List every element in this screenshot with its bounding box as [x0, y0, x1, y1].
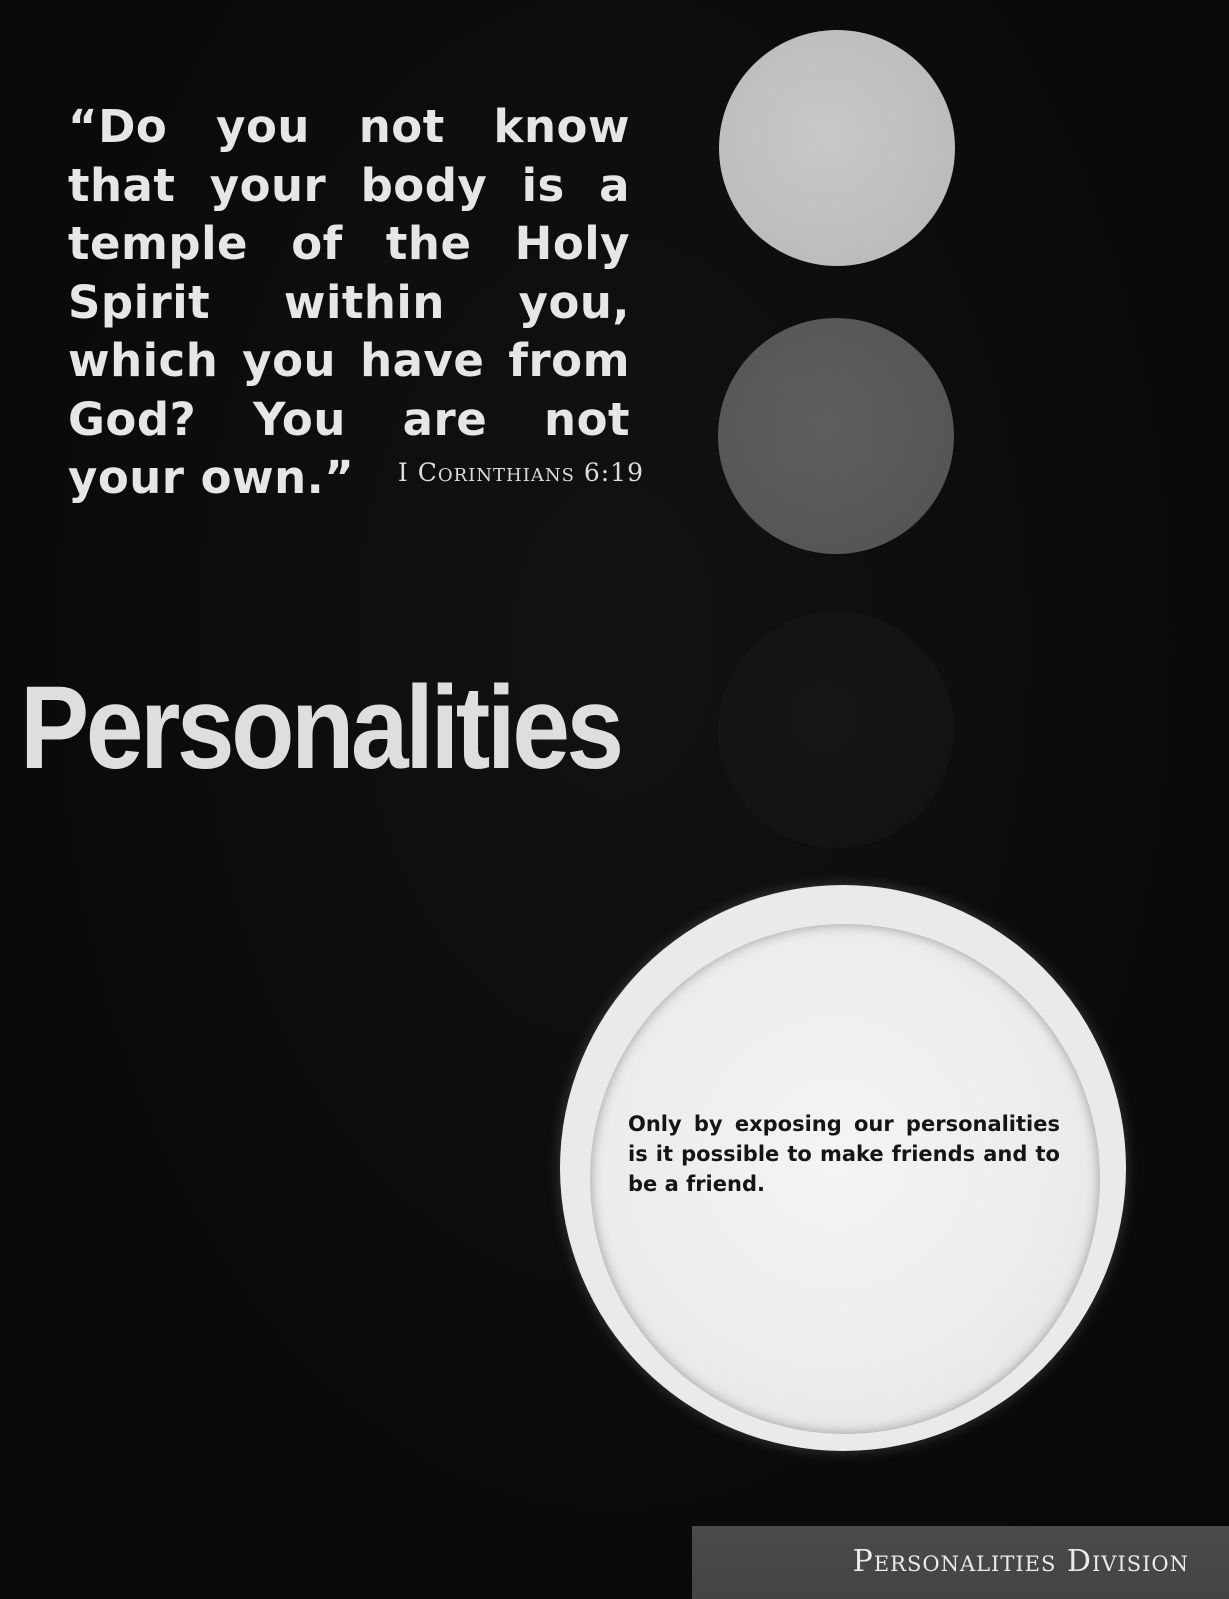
scripture-quote: “Do you not know that your body is a temple of the Holy Spirit within you, which you have from God? You are not your own.” [68, 100, 630, 504]
lens-caption-lead: Only by [628, 1112, 735, 1136]
division-footer-bar [692, 1526, 1229, 1599]
decorative-circle-dark [718, 612, 954, 848]
division-label: Personalities Division [852, 1544, 1189, 1579]
scripture-citation: I Corinthians 6:19 [397, 458, 644, 487]
page-title: Personalities [20, 662, 621, 794]
lens-caption-emphasis: exposing our personalities [734, 1112, 1060, 1136]
decorative-circle-light [719, 30, 955, 266]
decorative-circle-mid [718, 318, 954, 554]
lens-caption-rest: is it possible to make friends and to be a friend. [628, 1142, 1060, 1196]
lens-caption [628, 1109, 1060, 1199]
